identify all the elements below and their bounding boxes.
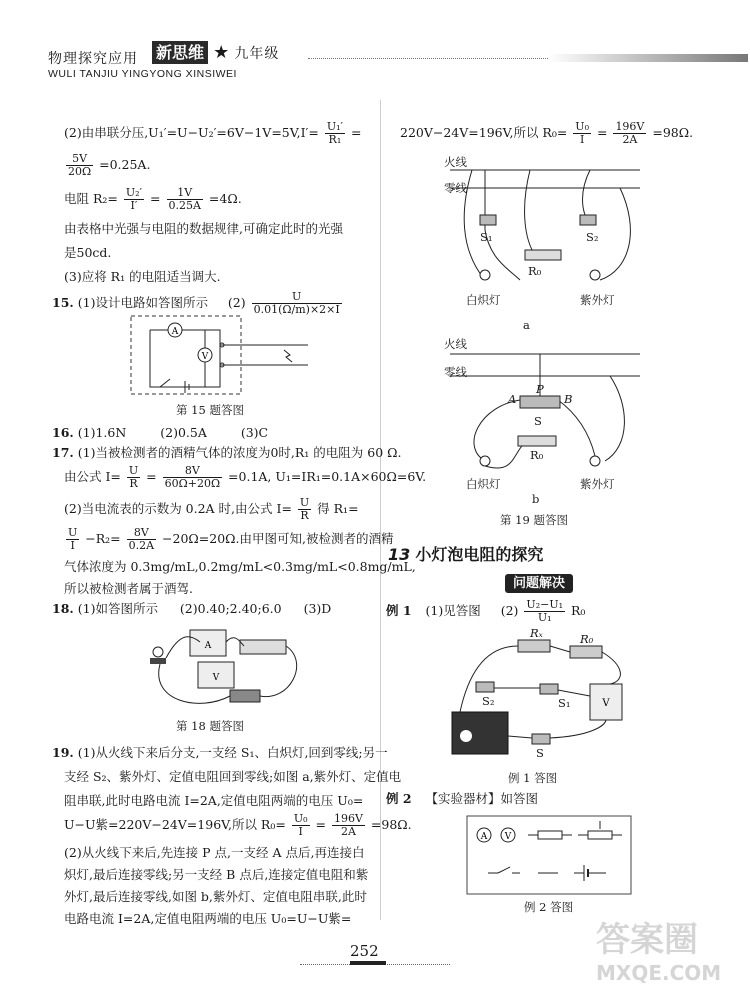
fraction bbox=[66, 153, 93, 178]
text: =98Ω. bbox=[652, 125, 694, 140]
label-r0: R₀ bbox=[580, 632, 594, 646]
text: 得 R₁= bbox=[317, 501, 359, 516]
text: =0.25A. bbox=[99, 157, 151, 172]
fraction bbox=[298, 497, 311, 522]
text: (2)0.40;2.40;6.0 bbox=[179, 601, 282, 616]
footer-bar bbox=[350, 961, 386, 965]
q17-line3 bbox=[64, 496, 359, 522]
text: 【实验器材】如答图 bbox=[425, 791, 539, 806]
fraction bbox=[252, 291, 342, 316]
fraction bbox=[613, 121, 646, 146]
label-uv-bulb: 紫外灯 bbox=[580, 293, 615, 307]
label-zero: 零线 bbox=[444, 365, 467, 379]
example1-label: 例 1 bbox=[386, 603, 412, 618]
num: 5V bbox=[66, 153, 93, 166]
q19-line2: 支经 S₂、紫外灯、定值电阻回到零线;如图 a,紫外灯、定值电 bbox=[64, 769, 402, 784]
switch-icon bbox=[520, 396, 560, 408]
label-s1: S₁ bbox=[558, 696, 571, 710]
header-left-text: 物理探究应用 bbox=[48, 51, 138, 67]
text: = bbox=[315, 817, 326, 832]
star-icon: ★ bbox=[213, 42, 230, 63]
den: R₁ bbox=[328, 133, 342, 146]
text: = bbox=[150, 191, 161, 206]
fraction bbox=[573, 121, 591, 146]
label-s1: S₁ bbox=[480, 230, 493, 244]
q19-line5: (2)从火线下来后,先连接 P 点,一支经 A 点后,再连接白 bbox=[64, 845, 365, 860]
text: (2)由串联分压,U₁′=U−U₂′=6V−1V=5V,I′= bbox=[64, 125, 319, 140]
label-rx: Rₓ bbox=[530, 626, 543, 640]
problem-solving-badge bbox=[505, 572, 573, 591]
fraction bbox=[332, 813, 365, 838]
fraction bbox=[524, 599, 565, 624]
figure-example1 bbox=[440, 626, 630, 766]
q19-line7: 外灯,最后连接零线,如图 b,紫外灯、定值电阻串联,此时 bbox=[64, 889, 367, 904]
label-s2: S₂ bbox=[482, 694, 495, 708]
text: (3)D bbox=[303, 601, 332, 616]
fraction bbox=[127, 465, 140, 490]
label-s: S bbox=[536, 746, 544, 760]
label-fire: 火线 bbox=[444, 337, 467, 351]
line-q14-7: (3)应将 R₁ 的电阻适当调大. bbox=[64, 269, 221, 284]
voltmeter-label: V bbox=[504, 832, 512, 842]
text: −20Ω=20Ω.由甲图可知,被检测者的酒精 bbox=[162, 531, 394, 546]
text: (1)1.6N bbox=[77, 425, 127, 440]
badge-label: 问题解决 bbox=[505, 574, 573, 593]
switch-icon bbox=[476, 682, 494, 692]
voltmeter-label: V bbox=[602, 698, 610, 709]
den: R bbox=[129, 477, 138, 490]
q17-line4 bbox=[64, 526, 393, 552]
den: 0.01(Ω/m)×2×I bbox=[253, 303, 340, 316]
num: U₀ bbox=[293, 812, 308, 825]
voltmeter-label: V bbox=[212, 673, 220, 683]
rheostat-icon bbox=[588, 831, 612, 839]
bulb-base bbox=[150, 658, 166, 664]
fraction bbox=[66, 527, 79, 552]
switch-icon bbox=[498, 867, 510, 873]
q17-line6: 所以被检测者属于酒驾. bbox=[64, 581, 193, 596]
text: U−U紫=220V−24V=196V,所以 R₀= bbox=[64, 817, 286, 832]
q17-line5: 气体浓度为 0.3mg/mL,0.2mg/mL<0.3mg/mL<0.8mg/mL, bbox=[64, 559, 416, 574]
column-divider bbox=[380, 100, 381, 920]
q18-number: 18. bbox=[52, 601, 74, 616]
text: = bbox=[596, 125, 608, 140]
caption-example2: 例 2 答图 bbox=[524, 900, 574, 914]
header-series-title bbox=[48, 48, 138, 68]
den: 20Ω bbox=[68, 165, 92, 178]
text: = bbox=[350, 125, 362, 140]
text: (3)C bbox=[240, 425, 269, 440]
fraction bbox=[292, 813, 310, 838]
header-rule-dotted bbox=[308, 58, 548, 59]
text: (2) bbox=[500, 603, 519, 618]
resistor-icon bbox=[518, 640, 550, 652]
text: −R₂= bbox=[85, 531, 121, 546]
den: 0.2A bbox=[128, 539, 155, 552]
page-number: 252 bbox=[350, 942, 379, 960]
line-q14-2 bbox=[64, 120, 361, 146]
num: U bbox=[299, 496, 310, 509]
figure-example2 bbox=[466, 815, 632, 895]
den: 2A bbox=[622, 133, 638, 146]
label-white-bulb: 白炽灯 bbox=[466, 477, 501, 491]
switch-icon bbox=[532, 734, 550, 744]
bulb-icon bbox=[480, 270, 490, 280]
knob-icon bbox=[460, 730, 472, 742]
num: 196V bbox=[615, 120, 645, 133]
figure-box bbox=[467, 816, 631, 894]
header-brand-text: 新思维 bbox=[152, 41, 208, 64]
q19-line4 bbox=[64, 812, 412, 838]
watermark-text: 答案圈 bbox=[596, 920, 698, 960]
text: =0.1A, U₁=IR₁=0.1A×60Ω=6V. bbox=[228, 469, 427, 484]
q17-number: 17. bbox=[52, 445, 74, 460]
voltmeter-label: V bbox=[201, 352, 209, 362]
wire bbox=[474, 354, 624, 468]
caption-example1: 例 1 答图 bbox=[508, 771, 558, 785]
caption-q18: 第 18 题答图 bbox=[176, 719, 244, 733]
figure-q19a bbox=[440, 150, 640, 320]
figure-q18-apparatus bbox=[140, 622, 310, 714]
text: (1)见答图 bbox=[425, 603, 481, 618]
text: (1)从火线下来后分支,一支经 S₁、白炽灯,回到零线;另一 bbox=[77, 745, 388, 760]
q19-line6: 炽灯,最后连接零线;另一支经 B 点后,连接定值电阻和紫 bbox=[64, 867, 369, 882]
q19-line1 bbox=[52, 740, 388, 766]
num: 8V bbox=[163, 465, 222, 478]
power-supply-icon bbox=[452, 712, 508, 754]
label-r0: R₀ bbox=[530, 448, 544, 462]
text: (2)0.5A bbox=[160, 425, 207, 440]
header-brand bbox=[152, 40, 279, 63]
q15-number: 15. bbox=[52, 295, 74, 310]
num: U₂−U₁ bbox=[526, 598, 563, 611]
ammeter-label: A bbox=[171, 327, 179, 337]
fraction bbox=[127, 527, 156, 552]
header-rule-bar bbox=[548, 54, 748, 62]
text: 由公式 I= bbox=[64, 469, 121, 484]
q15-line bbox=[52, 290, 344, 316]
q19-number: 19. bbox=[52, 745, 74, 760]
section-title: 小灯泡电阻的探究 bbox=[415, 545, 544, 564]
num: U bbox=[68, 526, 78, 539]
text: =98Ω. bbox=[370, 817, 412, 832]
watermark-url: MXQE.COM bbox=[596, 961, 722, 985]
ammeter-label: A bbox=[204, 641, 212, 651]
watermark-logo bbox=[596, 912, 746, 998]
label-white-bulb: 白炽灯 bbox=[466, 293, 501, 307]
num: U bbox=[128, 464, 139, 477]
den: 60Ω+20Ω bbox=[164, 477, 221, 490]
caption-q19: 第 19 题答图 bbox=[500, 513, 568, 527]
bulb-icon bbox=[590, 270, 600, 280]
den: 0.25A bbox=[168, 199, 201, 212]
switch-icon bbox=[160, 379, 170, 387]
q19-line3: 阻串联,此时电路电流 I=2A,定值电阻两端的电压 U₀= bbox=[64, 793, 364, 808]
resistor-icon bbox=[570, 646, 602, 658]
label-switch-s: S bbox=[534, 414, 542, 428]
example2-line bbox=[386, 786, 538, 812]
q17-line1 bbox=[52, 440, 401, 466]
text: (1)设计电路如答图所示 bbox=[77, 295, 208, 310]
num: U bbox=[252, 291, 342, 304]
header-pinyin: WULI TANJIU YINGYONG XINSIWEI bbox=[48, 68, 237, 80]
line-q14-6: 是50cd. bbox=[64, 245, 112, 260]
text: 220V−24V=196V,所以 R₀= bbox=[400, 125, 568, 140]
line-q14-3 bbox=[64, 152, 150, 178]
switch-icon bbox=[540, 684, 558, 694]
den: U₁ bbox=[537, 611, 552, 624]
label-fire: 火线 bbox=[444, 155, 467, 169]
fraction bbox=[167, 187, 203, 212]
resistor-icon bbox=[525, 250, 561, 260]
num: U₂′ bbox=[125, 186, 143, 199]
num: U₀ bbox=[575, 120, 589, 133]
label-point-p: P bbox=[536, 382, 544, 396]
figure-q15-cable bbox=[220, 340, 310, 370]
switch-icon bbox=[580, 215, 596, 225]
resistor-icon bbox=[538, 831, 562, 839]
den: 2A bbox=[340, 825, 356, 838]
den: R bbox=[300, 509, 309, 522]
q18-line bbox=[52, 596, 331, 622]
num: 8V bbox=[127, 527, 156, 540]
fraction bbox=[325, 121, 345, 146]
num: 1V bbox=[167, 187, 203, 200]
section-heading bbox=[388, 542, 543, 565]
text: (1)如答图所示 bbox=[77, 601, 158, 616]
text: 电阻 R₂= bbox=[64, 191, 118, 206]
example2-label: 例 2 bbox=[386, 791, 412, 806]
resistor-icon bbox=[518, 436, 556, 446]
text: (1)当被检测者的酒精气体的浓度为0时,R₁ 的电阻为 60 Ω. bbox=[77, 445, 402, 460]
text: (2)当电流表的示数为 0.2A 时,由公式 I= bbox=[64, 501, 292, 516]
label-r0: R₀ bbox=[528, 264, 542, 278]
den: I bbox=[298, 825, 303, 838]
num: U₁′ bbox=[326, 120, 343, 133]
fraction bbox=[163, 465, 222, 490]
right-line1 bbox=[400, 120, 693, 146]
label-s2: S₂ bbox=[586, 230, 599, 244]
caption-fig-b: b bbox=[532, 492, 540, 506]
bulb-icon bbox=[153, 647, 163, 657]
text: = bbox=[146, 469, 157, 484]
ammeter-label: A bbox=[480, 832, 488, 842]
header-grade: 九年级 bbox=[234, 46, 280, 62]
example1-line bbox=[386, 598, 585, 624]
bulb-icon bbox=[590, 456, 600, 466]
label-point-b: B bbox=[564, 392, 573, 406]
text: =4Ω. bbox=[208, 191, 242, 206]
rheostat-icon bbox=[240, 640, 286, 654]
line-q14-5: 由表格中光强与电阻的数据规律,可确定此时的光强 bbox=[64, 221, 343, 236]
caption-q15: 第 15 题答图 bbox=[176, 403, 244, 417]
caption-fig-a: a bbox=[523, 318, 530, 332]
q17-line2 bbox=[64, 464, 426, 490]
fraction bbox=[124, 187, 144, 212]
den: I bbox=[579, 133, 585, 146]
section-number: 13 bbox=[388, 545, 411, 564]
label-zero: 零线 bbox=[444, 181, 467, 195]
q16-number: 16. bbox=[52, 425, 74, 440]
text: R₀ bbox=[570, 603, 586, 618]
bulb-icon bbox=[480, 456, 490, 466]
page-header bbox=[48, 40, 748, 90]
figure-q19b bbox=[440, 336, 640, 506]
line-q14-4 bbox=[64, 186, 242, 212]
text: (2) bbox=[227, 295, 246, 310]
q19-line8: 电路电流 I=2A,定值电阻两端的电压 U₀=U−U紫= bbox=[64, 911, 352, 926]
num: 196V bbox=[333, 812, 363, 825]
den: I′ bbox=[130, 199, 138, 212]
switch-icon bbox=[230, 690, 260, 702]
switch-icon bbox=[480, 215, 496, 225]
label-point-a: A bbox=[508, 392, 517, 406]
ex1-apparatus bbox=[440, 626, 630, 766]
fault-icon bbox=[284, 350, 292, 362]
label-uv-bulb: 紫外灯 bbox=[580, 477, 615, 491]
den: I bbox=[70, 539, 75, 552]
